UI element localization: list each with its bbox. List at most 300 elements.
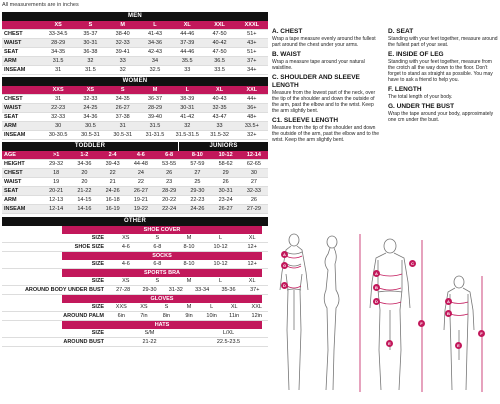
table-cell: 8-10 bbox=[183, 244, 195, 250]
men-size-0: XS bbox=[54, 22, 62, 28]
table-cell: 26-27 bbox=[218, 206, 233, 212]
table-cell: 25 bbox=[194, 179, 201, 185]
table-cell: 32.5 bbox=[149, 67, 161, 73]
table-row bbox=[2, 196, 268, 205]
guide-title: D. SEAT bbox=[388, 28, 414, 35]
table-cell: 28-29 bbox=[162, 188, 177, 194]
table-row bbox=[2, 178, 268, 187]
table-cell: 31.5 bbox=[149, 123, 161, 129]
table-cell: 30 bbox=[55, 123, 62, 129]
guide-description: Wrap a measure tape around your natural waistline. bbox=[272, 59, 365, 71]
kids-age-6: 10-12 bbox=[218, 152, 233, 158]
table-cell: 31.5-32 bbox=[210, 132, 229, 138]
guide-right-column bbox=[388, 28, 498, 126]
table-cell: XL bbox=[230, 304, 238, 310]
row-label: SIZE bbox=[91, 304, 104, 310]
table-cell: 44+ bbox=[247, 96, 257, 102]
table-cell: 43+ bbox=[247, 40, 257, 46]
table-cell: 32-33 bbox=[51, 114, 66, 120]
table-cell: 38-40 bbox=[115, 31, 130, 37]
row-label: INSEAM bbox=[4, 132, 26, 138]
table-cell: 29 bbox=[222, 170, 229, 176]
row-label: WAIST bbox=[4, 40, 22, 46]
row-label: ARM bbox=[4, 197, 17, 203]
table-cell: 14-16 bbox=[77, 206, 92, 212]
table-cell: 33-34 bbox=[195, 287, 210, 293]
table-cell: 10-12 bbox=[213, 244, 228, 250]
table-cell: 19 bbox=[53, 179, 60, 185]
table-cell: 39-40 bbox=[147, 114, 163, 120]
table-cell: 26 bbox=[222, 179, 229, 185]
row-label: ARM bbox=[4, 123, 17, 129]
table-cell: 29-30 bbox=[190, 188, 205, 194]
kids-table bbox=[2, 151, 268, 214]
table-cell: 26-27 bbox=[115, 105, 130, 111]
table-cell: 34 bbox=[151, 58, 159, 64]
size-tables bbox=[2, 12, 268, 402]
table-cell: 40-42 bbox=[212, 40, 227, 46]
guide-description: Standing with your feet together, measure from the crotch all the way down to the floor. Don't forget to stand as straight as possible. You may have to ask a friend to help you. bbox=[388, 59, 493, 83]
marker-f-man: F bbox=[418, 320, 425, 327]
table-cell: 33.5 bbox=[214, 67, 225, 73]
table-cell: 22 bbox=[137, 179, 144, 185]
table-cell: 18 bbox=[53, 170, 60, 176]
table-row bbox=[2, 66, 268, 75]
table-row bbox=[2, 131, 268, 140]
guide-title: A. CHEST bbox=[272, 28, 303, 35]
table-cell: 11in bbox=[229, 313, 240, 319]
table-cell: 38-39 bbox=[180, 96, 195, 102]
table-cell: 14-15 bbox=[77, 197, 92, 203]
table-cell: XL bbox=[248, 278, 256, 284]
table-cell: 29-30 bbox=[142, 287, 157, 293]
child-front-figure bbox=[444, 276, 474, 390]
table-cell: 42-43 bbox=[147, 49, 163, 55]
table-cell: 20-22 bbox=[162, 197, 177, 203]
guide-title: G. UNDER THE BUST bbox=[388, 103, 455, 110]
guide-title: F. LENGTH bbox=[388, 86, 422, 93]
row-label: INSEAM bbox=[4, 67, 26, 73]
marker-b-child: B bbox=[445, 310, 452, 317]
table-cell: 39-43 bbox=[105, 161, 120, 167]
women-header: WOMEN bbox=[2, 77, 268, 86]
table-cell: 47-50 bbox=[212, 49, 227, 55]
table-cell: 34-36 bbox=[77, 161, 92, 167]
table-cell: 44-46 bbox=[180, 31, 195, 37]
table-row bbox=[2, 39, 268, 48]
row-label: SEAT bbox=[4, 114, 19, 120]
table-cell: 57-59 bbox=[190, 161, 205, 167]
table-row bbox=[2, 169, 268, 178]
table-cell: 37-39 bbox=[180, 40, 195, 46]
table-cell: L/XL bbox=[222, 330, 235, 336]
table-cell: 32-33 bbox=[115, 40, 130, 46]
table-cell: 10in bbox=[206, 313, 217, 319]
table-cell: XS bbox=[122, 235, 130, 241]
men-header: MEN bbox=[2, 12, 268, 21]
table-row bbox=[2, 329, 268, 338]
marker-a-woman: A bbox=[281, 251, 288, 258]
marker-c-man: C bbox=[409, 260, 416, 267]
table-cell: 24 bbox=[137, 170, 144, 176]
table-cell: 51+ bbox=[247, 31, 257, 37]
guide-description: Measure from the tip of the shoulder and down the outside of the arm, past the elbow and to the wrist. Keep the arm slightly bent. bbox=[272, 125, 380, 143]
table-cell: 43-47 bbox=[212, 114, 227, 120]
table-cell: 31 bbox=[119, 123, 126, 129]
row-label: CHEST bbox=[4, 96, 23, 102]
table-cell: 8in bbox=[162, 313, 171, 319]
guide-item bbox=[388, 86, 498, 100]
table-row bbox=[2, 312, 268, 321]
table-cell: 12-14 bbox=[49, 206, 64, 212]
table-cell: L bbox=[210, 304, 214, 310]
other-section-header: SPORTS BRA bbox=[62, 269, 262, 277]
table-row bbox=[2, 234, 268, 243]
table-cell: 6-8 bbox=[153, 261, 162, 267]
table-cell: 33 bbox=[184, 67, 191, 73]
table-cell: 30-31 bbox=[218, 188, 233, 194]
table-cell: XXS bbox=[115, 304, 127, 310]
guide-description: Wrap the tape around your body, approximately one cm under the bust. bbox=[388, 111, 494, 123]
table-cell: 62-65 bbox=[246, 161, 261, 167]
table-cell: 30 bbox=[250, 170, 257, 176]
table-cell: 31-32 bbox=[168, 287, 183, 293]
table-cell: 19-22 bbox=[133, 206, 148, 212]
marker-e-man: E bbox=[386, 340, 393, 347]
table-row bbox=[2, 160, 268, 169]
table-cell: 22-23 bbox=[190, 197, 205, 203]
table-row bbox=[2, 260, 268, 269]
other-table bbox=[2, 226, 268, 347]
table-cell: 21-22 bbox=[142, 339, 157, 345]
other-section-header: SHOE COVER bbox=[62, 226, 262, 234]
table-cell: 33 bbox=[216, 123, 223, 129]
table-cell: XS bbox=[122, 278, 130, 284]
table-cell: 19-21 bbox=[133, 197, 148, 203]
table-cell: 30-30.5 bbox=[48, 132, 68, 138]
table-cell: 33.5+ bbox=[244, 123, 259, 129]
women-size-1: XS bbox=[86, 87, 95, 93]
table-cell: XL bbox=[248, 235, 256, 241]
women-size-3: M bbox=[152, 87, 158, 93]
row-label: INSEAM bbox=[4, 206, 26, 212]
table-cell: 22 bbox=[109, 170, 116, 176]
table-row bbox=[2, 122, 268, 131]
table-cell: 41-43 bbox=[147, 31, 163, 37]
table-cell: 51+ bbox=[247, 49, 257, 55]
table-cell: 28-29 bbox=[147, 105, 163, 111]
table-cell: 35-37 bbox=[83, 31, 98, 37]
table-cell: 32-35 bbox=[212, 105, 227, 111]
table-cell: 24-26 bbox=[105, 188, 120, 194]
table-cell: 33-34.5 bbox=[48, 31, 68, 37]
table-cell: 37+ bbox=[250, 287, 260, 293]
table-cell: 35.5 bbox=[181, 58, 193, 64]
table-cell: L bbox=[219, 235, 223, 241]
men-size-label bbox=[2, 21, 42, 29]
other-section-header: SOCKS bbox=[62, 252, 262, 260]
table-row bbox=[2, 243, 268, 252]
marker-f-child: F bbox=[478, 330, 485, 337]
table-row bbox=[2, 48, 268, 57]
toddler-header: TODDLER bbox=[2, 142, 179, 151]
kids-age-3: 4-6 bbox=[136, 152, 145, 158]
row-label: SEAT bbox=[4, 49, 19, 55]
table-cell: 21-22 bbox=[77, 188, 92, 194]
guide-description: The total length of your body. bbox=[388, 94, 453, 100]
table-cell: 33 bbox=[119, 58, 126, 64]
table-cell: XXL bbox=[251, 304, 262, 310]
marker-g-woman: G bbox=[282, 263, 287, 268]
measurement-note: All measurements are in inches bbox=[2, 2, 79, 8]
table-cell: 16-18 bbox=[105, 197, 120, 203]
table-cell: 28-29 bbox=[51, 40, 66, 46]
table-cell: 31 bbox=[55, 67, 62, 73]
table-cell: 27 bbox=[194, 170, 201, 176]
row-label: AROUND PALM bbox=[63, 313, 104, 319]
kids-age-1: 1-2 bbox=[80, 152, 89, 158]
kids-age-2: 2-4 bbox=[108, 152, 117, 158]
table-cell: 23-24 bbox=[218, 197, 233, 203]
table-cell: 34-35 bbox=[115, 96, 130, 102]
table-cell: 44-48 bbox=[133, 161, 148, 167]
table-cell: 26 bbox=[250, 197, 257, 203]
table-cell: 30.5 bbox=[85, 123, 96, 129]
guide-item bbox=[272, 74, 382, 114]
table-cell: 36-38 bbox=[83, 49, 98, 55]
kids-age-4: 6-8 bbox=[165, 152, 174, 158]
table-cell: 10-12 bbox=[213, 261, 228, 267]
table-cell: 24-25 bbox=[83, 105, 98, 111]
table-cell: 23 bbox=[166, 179, 173, 185]
table-cell: 4-6 bbox=[121, 244, 130, 250]
row-label: AROUND BODY UNDER BUST bbox=[24, 287, 104, 293]
table-cell: 4-6 bbox=[121, 261, 130, 267]
table-cell: 35-36 bbox=[221, 287, 236, 293]
table-cell: 34-36 bbox=[83, 114, 98, 120]
table-cell: 30.5-31 bbox=[113, 132, 133, 138]
table-cell: S/M bbox=[144, 330, 155, 336]
women-table bbox=[2, 86, 268, 140]
row-label: CHEST bbox=[4, 31, 23, 37]
guide-item bbox=[272, 51, 382, 71]
marker-b-man: B bbox=[373, 284, 380, 291]
table-cell: 39-41 bbox=[115, 49, 130, 55]
marker-d-woman: D bbox=[281, 282, 288, 289]
table-cell: 30-31 bbox=[83, 40, 98, 46]
guide-left-column bbox=[272, 28, 382, 146]
table-cell: 58-62 bbox=[218, 161, 233, 167]
table-row bbox=[2, 113, 268, 122]
juniors-header: JUNIORS bbox=[179, 142, 268, 151]
table-cell: 22.5-23.5 bbox=[216, 339, 241, 345]
table-cell: 34+ bbox=[247, 67, 257, 73]
table-cell: 29-32 bbox=[49, 161, 64, 167]
table-row bbox=[2, 277, 268, 286]
men-size-6: XXXL bbox=[244, 22, 260, 28]
table-cell: 37-38 bbox=[115, 114, 130, 120]
row-label: SIZE bbox=[91, 330, 104, 336]
table-cell: 47-50 bbox=[212, 31, 227, 37]
table-cell: 32-33 bbox=[246, 188, 261, 194]
guide-description: Standing with your feet together, measure around the fullest part of your seat. bbox=[388, 36, 498, 48]
table-cell: 27 bbox=[250, 179, 257, 185]
row-label: SEAT bbox=[4, 188, 19, 194]
women-size-5: XL bbox=[216, 87, 224, 93]
table-cell: 30-31 bbox=[180, 105, 195, 111]
table-cell: 27-28 bbox=[116, 287, 131, 293]
table-cell: 30.5-31 bbox=[81, 132, 100, 138]
table-cell: 12in bbox=[251, 313, 262, 319]
table-cell: 48+ bbox=[247, 114, 257, 120]
table-cell: M bbox=[186, 235, 192, 241]
kids-age-row bbox=[2, 151, 268, 160]
table-cell: 12-13 bbox=[49, 197, 64, 203]
table-cell: 31-31.5 bbox=[145, 132, 165, 138]
men-size-1: S bbox=[88, 22, 93, 28]
guide-title: B. WAIST bbox=[272, 51, 301, 58]
table-cell: 40-43 bbox=[212, 96, 227, 102]
table-cell: 22-24 bbox=[162, 206, 177, 212]
table-cell: 7in bbox=[140, 313, 148, 319]
table-cell: 12+ bbox=[247, 261, 257, 267]
men-table bbox=[2, 21, 268, 75]
table-cell: 41-42 bbox=[180, 114, 195, 120]
guide-item bbox=[272, 28, 382, 48]
table-cell: 36+ bbox=[247, 105, 257, 111]
row-label: WAIST bbox=[4, 179, 22, 185]
men-size-3: L bbox=[153, 22, 157, 28]
table-cell: 32-33 bbox=[83, 96, 98, 102]
kids-header bbox=[2, 142, 268, 151]
table-row bbox=[2, 205, 268, 214]
table-cell: M bbox=[186, 304, 192, 310]
marker-e-child: E bbox=[455, 342, 462, 349]
table-cell: S bbox=[155, 278, 160, 284]
row-label: AROUND BUST bbox=[63, 339, 104, 345]
table-cell: 24-26 bbox=[190, 206, 205, 212]
kids-age-label: AGE bbox=[4, 152, 16, 158]
table-cell: 12+ bbox=[247, 244, 257, 250]
body-figures bbox=[272, 230, 498, 402]
table-cell: 53-55 bbox=[162, 161, 177, 167]
table-row bbox=[2, 104, 268, 113]
other-section-header: GLOVES bbox=[62, 295, 262, 303]
table-cell: 32 bbox=[87, 58, 94, 64]
guide-title: C. SHOULDER AND SLEEVE LENGTH bbox=[272, 74, 360, 89]
table-cell: XS bbox=[140, 304, 148, 310]
table-cell: 20-21 bbox=[49, 188, 64, 194]
men-size-5: XXL bbox=[214, 22, 225, 28]
table-cell: 34-35 bbox=[51, 49, 66, 55]
table-cell: 6in bbox=[117, 313, 125, 319]
table-cell: S bbox=[164, 304, 169, 310]
marker-a-man: A bbox=[373, 270, 380, 277]
table-cell: 32+ bbox=[247, 132, 257, 138]
guide-description: Wrap a tape measure evenly around the fullest part around the chest under your arms. bbox=[272, 36, 376, 48]
row-label: SHOE SIZE bbox=[74, 244, 104, 250]
table-cell: M bbox=[186, 278, 192, 284]
table-cell: 31.5-31.5 bbox=[175, 132, 199, 138]
table-cell: 37+ bbox=[247, 58, 257, 64]
guide-description: Measure from the lowest part of the neck, over the tip of the shoulder and down the outside of the arm, past the elbow and to the wrist. Keep the arm slightly bent. bbox=[272, 90, 376, 114]
other-header: OTHER bbox=[2, 217, 268, 226]
kids-age-5: 8-10 bbox=[191, 152, 203, 158]
guide-item bbox=[388, 28, 498, 48]
marker-a-child: A bbox=[445, 298, 452, 305]
table-cell: 16-19 bbox=[105, 206, 120, 212]
table-cell: L bbox=[219, 278, 223, 284]
table-cell: 20 bbox=[81, 170, 88, 176]
women-size-row bbox=[2, 86, 268, 95]
row-label: HEIGHT bbox=[4, 161, 25, 167]
kids-age-0: >1 bbox=[52, 152, 60, 158]
table-cell: 31 bbox=[55, 96, 62, 102]
table-cell: 6-8 bbox=[153, 244, 162, 250]
table-cell: 8-10 bbox=[183, 261, 195, 267]
men-size-row bbox=[2, 21, 268, 30]
table-cell: 20 bbox=[81, 179, 88, 185]
table-cell: 9in bbox=[185, 313, 193, 319]
table-cell: 27-29 bbox=[246, 206, 261, 212]
table-cell: 21 bbox=[109, 179, 116, 185]
row-label: WAIST bbox=[4, 105, 22, 111]
table-row bbox=[2, 187, 268, 196]
guide-title: C1. SLEEVE LENGTH bbox=[272, 117, 339, 124]
guide-title: E. INSIDE OF LEG bbox=[388, 51, 444, 58]
row-label: SIZE bbox=[91, 235, 104, 241]
body-diagram-figures bbox=[272, 230, 498, 402]
table-cell: 31.5 bbox=[85, 67, 96, 73]
table-cell: 36-37 bbox=[147, 96, 163, 102]
row-label: ARM bbox=[4, 58, 17, 64]
other-section-header: HATS bbox=[62, 321, 262, 329]
man-front-figure bbox=[370, 239, 410, 390]
guide-item bbox=[388, 51, 498, 83]
women-size-2: S bbox=[120, 87, 125, 93]
women-size-4: L bbox=[185, 87, 189, 93]
table-cell: 22-23 bbox=[51, 105, 66, 111]
table-cell: 32 bbox=[119, 67, 126, 73]
women-size-label bbox=[2, 86, 42, 94]
men-size-4: XL bbox=[183, 22, 191, 28]
table-cell: 32 bbox=[184, 123, 191, 129]
table-row bbox=[2, 303, 268, 312]
row-label: SIZE bbox=[91, 261, 104, 267]
women-size-0: XXS bbox=[52, 87, 64, 93]
table-cell: 31.5 bbox=[52, 58, 64, 64]
table-row bbox=[2, 286, 268, 295]
table-cell: S bbox=[155, 235, 160, 241]
table-cell: 34-36 bbox=[147, 40, 163, 46]
guide-item bbox=[388, 103, 498, 123]
guide-item bbox=[272, 117, 382, 143]
table-cell: 36.5 bbox=[214, 58, 225, 64]
table-cell: 26 bbox=[166, 170, 173, 176]
table-row bbox=[2, 57, 268, 66]
table-cell: 26-27 bbox=[133, 188, 148, 194]
kids-age-7: 12-14 bbox=[246, 152, 261, 158]
row-label: SIZE bbox=[91, 278, 104, 284]
table-row bbox=[2, 338, 268, 347]
woman-side-figure bbox=[324, 236, 339, 390]
women-size-6: XXL bbox=[246, 87, 258, 93]
marker-d-man: D bbox=[373, 298, 380, 305]
men-size-2: M bbox=[120, 22, 125, 28]
table-row bbox=[2, 95, 268, 104]
table-cell: 44-46 bbox=[180, 49, 195, 55]
table-row bbox=[2, 30, 268, 39]
